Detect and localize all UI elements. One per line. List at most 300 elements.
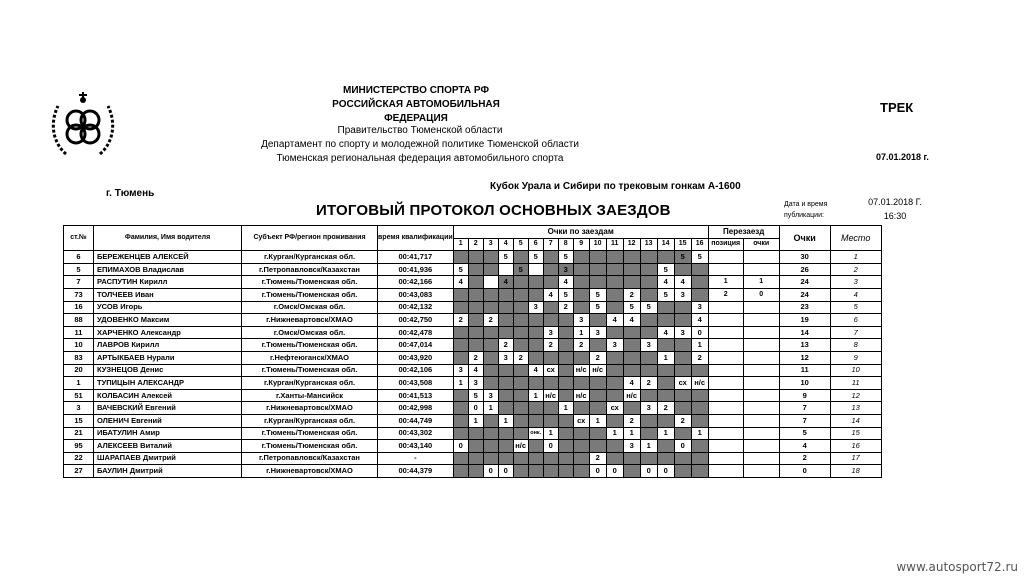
heat-points-cell [498, 314, 513, 327]
heat-points-cell: 5 [498, 251, 513, 264]
driver-name: ШАРАПАЕВ Дмитрий [94, 452, 242, 465]
driver-name: ХАРЧЕНКО Александр [94, 326, 242, 339]
heat-number-header: 3 [483, 238, 498, 251]
heat-points-cell [468, 465, 483, 478]
table-row [64, 251, 882, 264]
final-place: 6 [830, 314, 881, 327]
driver-region: г.Омск/Омская обл. [242, 326, 378, 339]
heat-points-cell: 3 [453, 364, 468, 377]
driver-region: г.Нижневартовск/ХМАО [242, 314, 378, 327]
results-body [64, 251, 882, 478]
heat-points-cell [640, 452, 657, 465]
heat-points-cell [528, 465, 543, 478]
driver-region: г.Курган/Курганская обл. [242, 377, 378, 390]
col-rerun-position-header: позиция [708, 238, 743, 251]
driver-name: УСОВ Игорь [94, 301, 242, 314]
heat-points-cell [589, 339, 606, 352]
rerun-position [708, 377, 743, 390]
heat-points-cell [640, 251, 657, 264]
federation-logo [44, 88, 122, 166]
heat-points-cell [606, 389, 623, 402]
heat-points-cell [573, 377, 589, 390]
heat-points-cell [498, 263, 513, 276]
total-points: 9 [779, 389, 830, 402]
heat-points-cell [483, 251, 498, 264]
rerun-position [708, 427, 743, 440]
col-region-header: Субъект РФ/регион проживания [242, 226, 378, 251]
table-row [64, 276, 882, 289]
heat-points-cell [573, 276, 589, 289]
heat-points-cell [528, 452, 543, 465]
heat-points-cell [573, 251, 589, 264]
heat-points-cell [640, 351, 657, 364]
driver-name: ТОЛЧЕЕВ Иван [94, 288, 242, 301]
col-points-header: Очки [779, 226, 830, 251]
cup-name: Кубок Урала и Сибири по трековым гонкам А-1600 [490, 181, 741, 192]
qualifying-time: 00:42,998 [378, 402, 454, 415]
heat-points-cell [468, 251, 483, 264]
driver-region: г.Ханты-Мансийск [242, 389, 378, 402]
heat-points-cell [453, 427, 468, 440]
heat-points-cell: н/с [623, 389, 640, 402]
heat-points-cell [543, 402, 558, 415]
rerun-position [708, 314, 743, 327]
heat-points-cell [640, 389, 657, 402]
heat-points-cell [453, 402, 468, 415]
heat-points-cell: 1 [657, 427, 674, 440]
heat-points-cell [468, 339, 483, 352]
total-points: 7 [779, 414, 830, 427]
heat-points-cell: 4 [558, 276, 573, 289]
heat-points-cell [528, 276, 543, 289]
heat-points-cell [589, 377, 606, 390]
heat-points-cell [623, 263, 640, 276]
heat-points-cell [623, 326, 640, 339]
driver-name: ЛАВРОВ Кирилл [94, 339, 242, 352]
final-place: 18 [830, 465, 881, 478]
heat-points-cell [513, 364, 528, 377]
driver-region: г.Тюмень/Тюменская обл. [242, 440, 378, 453]
heat-points-cell: 3 [674, 288, 691, 301]
rerun-points [743, 314, 779, 327]
heat-points-cell: н/с [589, 364, 606, 377]
heat-points-cell [589, 402, 606, 415]
start-number: 5 [64, 263, 94, 276]
heat-points-cell [623, 339, 640, 352]
heat-points-cell [573, 351, 589, 364]
qualifying-time: 00:41,936 [378, 263, 454, 276]
publication-value [862, 195, 928, 223]
rerun-points [743, 326, 779, 339]
final-place: 3 [830, 276, 881, 289]
driver-region: г.Омск/Омская обл. [242, 301, 378, 314]
publication-date: 07.01.2018 Г. [868, 197, 922, 207]
start-number: 22 [64, 452, 94, 465]
heat-points-cell [513, 389, 528, 402]
rerun-points [743, 452, 779, 465]
heat-points-cell: 1 [453, 377, 468, 390]
federation-line: РОССИЙСКАЯ АВТОМОБИЛЬНАЯ ФЕДЕРАЦИЯ [332, 99, 500, 124]
final-place: 9 [830, 351, 881, 364]
publication-label [784, 199, 827, 221]
heat-points-cell [513, 288, 528, 301]
heat-points-cell: 3 [483, 389, 498, 402]
heat-points-cell [674, 263, 691, 276]
heat-points-cell: 5 [528, 251, 543, 264]
heat-points-cell [543, 414, 558, 427]
heat-points-cell [498, 440, 513, 453]
rerun-position: 2 [708, 288, 743, 301]
heat-points-cell: 1 [691, 427, 708, 440]
heat-points-cell [674, 351, 691, 364]
heat-points-cell [513, 339, 528, 352]
total-points: 7 [779, 402, 830, 415]
heat-points-cell [674, 301, 691, 314]
rerun-position [708, 364, 743, 377]
qualifying-time: 00:41,717 [378, 251, 454, 264]
driver-name: ТУПИЦЫН АЛЕКСАНДР [94, 377, 242, 390]
heat-points-cell [573, 288, 589, 301]
rerun-points [743, 351, 779, 364]
col-rerun-header: Перезаезд [708, 226, 779, 239]
final-place: 11 [830, 377, 881, 390]
table-row [64, 427, 882, 440]
heat-points-cell: 4 [453, 276, 468, 289]
event-city: г. Тюмень [106, 188, 155, 199]
heat-points-cell: 1 [606, 427, 623, 440]
driver-region: г.Тюмень/Тюменская обл. [242, 288, 378, 301]
heat-points-cell [513, 326, 528, 339]
heat-points-cell: 4 [623, 377, 640, 390]
start-number: 83 [64, 351, 94, 364]
final-place: 1 [830, 251, 881, 264]
heat-points-cell: н/с [573, 389, 589, 402]
total-points: 11 [779, 364, 830, 377]
heat-points-cell [606, 301, 623, 314]
driver-name: БЕРЕЖЕНЦЕВ АЛЕКСЕЙ [94, 251, 242, 264]
heat-points-cell [513, 301, 528, 314]
heat-number-header: 4 [498, 238, 513, 251]
heat-points-cell [623, 465, 640, 478]
heat-points-cell: 2 [623, 414, 640, 427]
header-row-1 [64, 226, 882, 239]
heat-points-cell [513, 402, 528, 415]
col-place-header: Место [830, 226, 881, 251]
start-number: 10 [64, 339, 94, 352]
heat-points-cell: 4 [657, 326, 674, 339]
heat-number-header: 13 [640, 238, 657, 251]
start-number: 3 [64, 402, 94, 415]
table-row [64, 440, 882, 453]
total-points: 12 [779, 351, 830, 364]
heat-points-cell [606, 251, 623, 264]
table-row [64, 389, 882, 402]
table-row [64, 314, 882, 327]
driver-region: г.Петропавловск/Казахстан [242, 452, 378, 465]
heat-points-cell [589, 427, 606, 440]
heat-points-cell [528, 414, 543, 427]
heat-points-cell: 3 [498, 351, 513, 364]
heat-points-cell [640, 314, 657, 327]
heat-points-cell [498, 402, 513, 415]
rerun-points [743, 427, 779, 440]
heat-points-cell [606, 263, 623, 276]
heat-points-cell [640, 276, 657, 289]
start-number: 88 [64, 314, 94, 327]
heat-points-cell: 0 [691, 326, 708, 339]
qualifying-time: - [378, 452, 454, 465]
final-place: 2 [830, 263, 881, 276]
driver-name: ВАЧЕВСКИЙ Евгений [94, 402, 242, 415]
total-points: 4 [779, 440, 830, 453]
heat-points-cell: 0 [674, 440, 691, 453]
table-row [64, 465, 882, 478]
rerun-position [708, 440, 743, 453]
heat-points-cell [513, 465, 528, 478]
heat-points-cell: 1 [573, 326, 589, 339]
heat-points-cell [483, 288, 498, 301]
heat-points-cell [483, 301, 498, 314]
heat-points-cell: 3 [573, 314, 589, 327]
heat-points-cell [468, 314, 483, 327]
final-place: 5 [830, 301, 881, 314]
heat-points-cell: 2 [468, 351, 483, 364]
col-num-header: ст.№ [64, 226, 94, 251]
final-place: 14 [830, 414, 881, 427]
heat-points-cell: 5 [674, 251, 691, 264]
heat-points-cell [657, 301, 674, 314]
table-row [64, 301, 882, 314]
total-points: 26 [779, 263, 830, 276]
heat-points-cell: 0 [483, 465, 498, 478]
total-points: 24 [779, 288, 830, 301]
driver-region: г.Тюмень/Тюменская обл. [242, 427, 378, 440]
heat-points-cell [623, 276, 640, 289]
heat-points-cell [573, 452, 589, 465]
rerun-position [708, 251, 743, 264]
heat-points-cell [657, 339, 674, 352]
heat-number-header: 14 [657, 238, 674, 251]
gov-line-2: Департамент по спорту и молодежной политике Тюменской области [261, 139, 579, 150]
rerun-position [708, 301, 743, 314]
heat-number-header: 10 [589, 238, 606, 251]
table-row [64, 263, 882, 276]
heat-number-header: 12 [623, 238, 640, 251]
heat-points-cell [468, 452, 483, 465]
heat-points-cell [640, 364, 657, 377]
heat-points-cell [606, 452, 623, 465]
heat-points-cell: 2 [623, 288, 640, 301]
final-place: 16 [830, 440, 881, 453]
rerun-points [743, 440, 779, 453]
heat-points-cell: 2 [691, 351, 708, 364]
heat-points-cell [606, 364, 623, 377]
heat-points-cell [468, 326, 483, 339]
table-row [64, 377, 882, 390]
heat-points-cell [468, 301, 483, 314]
heat-points-cell [657, 389, 674, 402]
heat-number-header: 7 [543, 238, 558, 251]
qualifying-time: 00:42,132 [378, 301, 454, 314]
heat-points-cell: 2 [589, 452, 606, 465]
heat-points-cell [513, 276, 528, 289]
heat-points-cell [483, 364, 498, 377]
heat-points-cell [558, 326, 573, 339]
driver-region: г.Нижневартовск/ХМАО [242, 465, 378, 478]
total-points: 23 [779, 301, 830, 314]
total-points: 19 [779, 314, 830, 327]
heat-points-cell [453, 339, 468, 352]
publication-label-1: Дата и время [784, 201, 828, 208]
heat-points-cell [674, 389, 691, 402]
heat-points-cell [691, 389, 708, 402]
heat-points-cell [657, 377, 674, 390]
heat-points-cell [453, 452, 468, 465]
heat-points-cell [483, 263, 498, 276]
heat-points-cell: 1 [558, 402, 573, 415]
driver-region: г.Нефтеюганск/ХМАО [242, 351, 378, 364]
heat-points-cell [483, 326, 498, 339]
gov-line-3: Тюменская региональная федерация автомобильного спорта [276, 153, 564, 164]
heat-points-cell [657, 440, 674, 453]
heat-points-cell [589, 440, 606, 453]
heat-points-cell: 2 [573, 339, 589, 352]
heat-points-cell [558, 364, 573, 377]
qualifying-time: 00:43,083 [378, 288, 454, 301]
start-number: 7 [64, 276, 94, 289]
heat-number-header: 9 [573, 238, 589, 251]
start-number: 6 [64, 251, 94, 264]
rerun-position [708, 263, 743, 276]
heat-points-cell [691, 263, 708, 276]
heat-points-cell [674, 427, 691, 440]
heat-points-cell [498, 326, 513, 339]
heat-points-cell [589, 276, 606, 289]
event-type: ТРЕК [880, 100, 914, 115]
heat-points-cell [640, 288, 657, 301]
heat-points-cell [606, 440, 623, 453]
heat-points-cell [640, 427, 657, 440]
heat-points-cell [691, 402, 708, 415]
heat-number-header: 15 [674, 238, 691, 251]
heat-points-cell [528, 377, 543, 390]
qualifying-time: 00:42,106 [378, 364, 454, 377]
rerun-points: 0 [743, 288, 779, 301]
heat-points-cell: онк. [528, 427, 543, 440]
heat-points-cell [558, 465, 573, 478]
heat-number-header: 1 [453, 238, 468, 251]
heat-points-cell [483, 440, 498, 453]
driver-name: КОЛБАСИН Алексей [94, 389, 242, 402]
heat-points-cell [573, 263, 589, 276]
heat-points-cell [528, 402, 543, 415]
rerun-points [743, 377, 779, 390]
heat-points-cell: 4 [606, 314, 623, 327]
heat-points-cell [573, 465, 589, 478]
heat-points-cell: 4 [674, 276, 691, 289]
heat-points-cell [589, 314, 606, 327]
heat-points-cell [498, 452, 513, 465]
total-points: 13 [779, 339, 830, 352]
rerun-position: 1 [708, 276, 743, 289]
total-points: 0 [779, 465, 830, 478]
heat-points-cell [453, 389, 468, 402]
total-points: 14 [779, 326, 830, 339]
rerun-position [708, 452, 743, 465]
heat-number-header: 16 [691, 238, 708, 251]
heat-points-cell: 5 [468, 389, 483, 402]
heat-points-cell: 1 [483, 402, 498, 415]
heat-points-cell [528, 339, 543, 352]
heat-points-cell [623, 364, 640, 377]
heat-points-cell [528, 288, 543, 301]
heat-points-cell [483, 452, 498, 465]
site-watermark: www.autosport72.ru [896, 560, 1018, 574]
heat-points-cell: 2 [657, 402, 674, 415]
heat-points-cell: 2 [498, 339, 513, 352]
heat-points-cell [623, 351, 640, 364]
qualifying-time: 00:42,750 [378, 314, 454, 327]
heat-points-cell [657, 452, 674, 465]
heat-points-cell [528, 263, 543, 276]
heat-points-cell [640, 326, 657, 339]
heat-points-cell [589, 263, 606, 276]
heat-points-cell [691, 288, 708, 301]
start-number: 15 [64, 414, 94, 427]
heat-points-cell [691, 414, 708, 427]
heat-points-cell: 1 [468, 414, 483, 427]
heat-points-cell [691, 276, 708, 289]
heat-points-cell: 5 [558, 288, 573, 301]
rerun-points [743, 389, 779, 402]
heat-points-cell [606, 276, 623, 289]
col-rerun-points-header: очки [743, 238, 779, 251]
heat-points-cell: н/с [691, 377, 708, 390]
heat-points-cell: 5 [513, 263, 528, 276]
heat-points-cell [453, 465, 468, 478]
qualifying-time: 00:42,166 [378, 276, 454, 289]
heat-points-cell [558, 452, 573, 465]
heat-points-cell [640, 414, 657, 427]
heat-points-cell: сх [543, 364, 558, 377]
heat-points-cell [483, 414, 498, 427]
heat-points-cell: 4 [623, 314, 640, 327]
heat-points-cell [691, 440, 708, 453]
driver-region: г.Нижневартовск/ХМАО [242, 402, 378, 415]
heat-points-cell [543, 263, 558, 276]
heat-points-cell [558, 440, 573, 453]
heat-number-header: 5 [513, 238, 528, 251]
heat-points-cell [606, 414, 623, 427]
heat-points-cell [498, 427, 513, 440]
heat-points-cell [589, 389, 606, 402]
heat-points-cell [657, 314, 674, 327]
event-date: 07.01.2018 г. [876, 152, 929, 162]
heat-points-cell [606, 326, 623, 339]
driver-region: г.Курган/Курганская обл. [242, 251, 378, 264]
heat-points-cell [453, 288, 468, 301]
qualifying-time: 00:44,749 [378, 414, 454, 427]
heat-points-cell: 1 [691, 339, 708, 352]
heat-points-cell [674, 364, 691, 377]
heat-points-cell [498, 301, 513, 314]
heat-points-cell: сх [606, 402, 623, 415]
table-row [64, 402, 882, 415]
heat-points-cell: 1 [498, 414, 513, 427]
rerun-points [743, 301, 779, 314]
heat-points-cell [573, 440, 589, 453]
heat-points-cell: 1 [640, 440, 657, 453]
